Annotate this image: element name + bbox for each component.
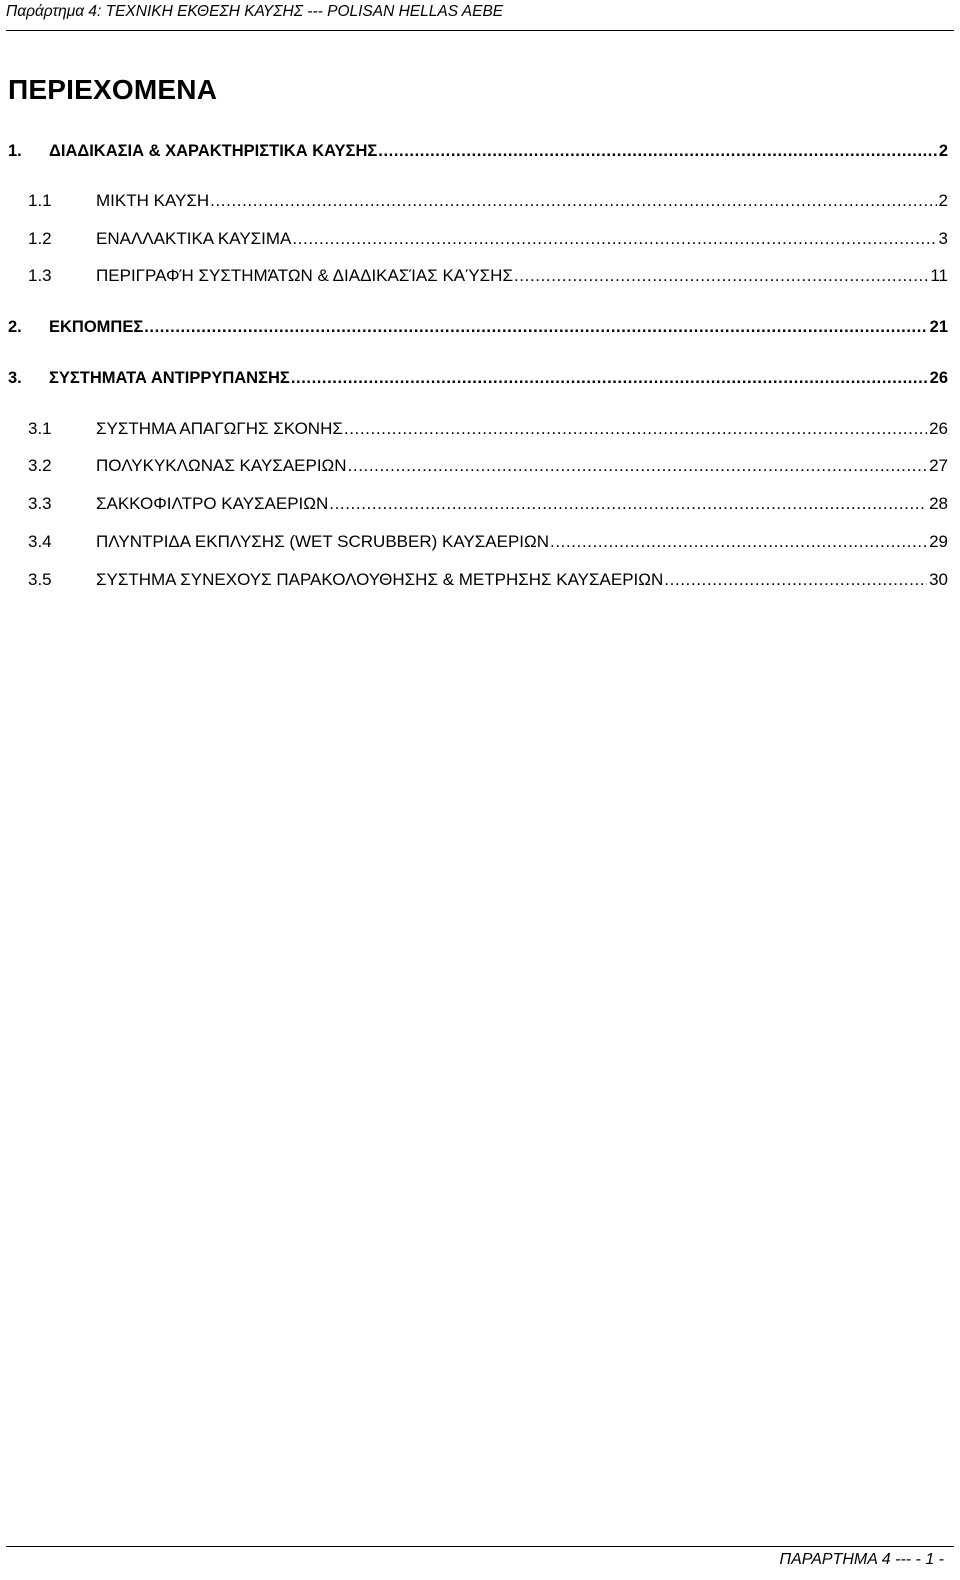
toc-entry-number: 2. [8,318,22,336]
toc-entry-title: ΠΛΥΝΤΡΙΔΑ ΕΚΠΛΥΣΗΣ (WET SCRUBBER) ΚΑΥΣΑΕΡΙΩΝ [96,532,549,551]
toc-entry-page: 3 [938,229,948,248]
toc-entry-page: 30 [929,570,948,589]
toc-entry-title: ΕΝΑΛΛΑΚΤΙΚΑ ΚΑΥΣΙΜΑ [96,229,292,248]
toc-entry-page: 21 [929,318,948,336]
toc-leader-dots [144,318,927,337]
toc-entry-3[interactable] [0,369,948,395]
toc-entry-number: 1.1 [28,191,52,210]
toc-entry-title: ΣΥΣΤΗΜΑ ΑΠΑΓΩΓΗΣ ΣΚΟΝΗΣ [96,419,343,438]
toc-entry-1-3[interactable] [0,266,948,292]
toc-entry-number: 3.3 [28,494,52,513]
toc-entry-page: 11 [930,266,948,285]
toc-entry-page: 28 [929,494,948,513]
toc-entry-number: 3.2 [28,456,52,475]
toc-entry-title: ΠΟΛΥΚΥΚΛΩΝΑΣ ΚΑΥΣΑΕΡΙΩΝ [96,456,347,475]
toc-entry-3-5[interactable] [0,570,948,596]
footer-page-label: ΠΑΡΑΡΤΗΜΑ 4 --- - 1 - [779,1551,944,1568]
toc-entry-1-1[interactable] [0,191,948,217]
toc-leader-dots [514,266,928,286]
toc-entry-title: ΔΙΑΔΙΚΑΣΙΑ & ΧΑΡΑΚΤΗΡΙΣΤΙΚΑ ΚΑΥΣΗΣ [49,142,378,160]
toc-entry-page: 2 [938,191,948,210]
toc-entry-3-4[interactable] [0,532,948,558]
header-title: Παράρτημα 4: ΤΕΧΝΙΚΗ ΕΚΘΕΣΗ ΚΑΥΣΗΣ --- POLISAN HELLAS AEBE [6,3,504,20]
toc-entry-title: ΜΙΚΤΗ ΚΑΥΣΗ [96,191,210,210]
toc-entry-page: 26 [929,419,948,438]
toc-leader-dots [292,229,936,249]
toc-entry-title: ΣΑΚΚΟΦΙΛΤΡΟ ΚΑΥΣΑΕΡΙΩΝ [96,494,329,513]
toc-leader-dots [550,532,927,552]
toc-entry-page: 27 [929,456,948,475]
toc-entry-number: 3.5 [28,570,52,589]
toc-entry-3-3[interactable] [0,494,948,520]
toc-entry-number: 1.2 [28,229,52,248]
page-footer [6,1546,954,1580]
toc-entry-number: 3.1 [28,419,52,438]
toc-leader-dots [210,191,936,211]
toc-entry-3-1[interactable] [0,419,948,445]
toc-entry-1[interactable] [0,142,948,168]
toc-entry-page: 2 [938,142,948,160]
toc-entry-title: ΕΚΠΟΜΠΕΣ [49,318,144,336]
toc-leader-dots [344,419,927,439]
toc-entry-page: 29 [929,532,948,551]
toc-entry-3-2[interactable] [0,456,948,482]
toc-entry-number: 3. [8,369,22,387]
page-header [6,0,954,31]
toc-title: ΠΕΡΙΕΧΟΜΕΝΑ [8,74,218,105]
toc-entry-title: ΠΕΡΙΓΡΑΦΉ ΣΥΣΤΗΜΆΤΩΝ & ΔΙΑΔΙΚΑΣΊΑΣ ΚΑΎΣΗΣ [96,266,513,285]
toc-entry-title: ΣΥΣΤΗΜΑΤΑ ΑΝΤΙΡΡΥΠΑΝΣΗΣ [49,369,290,387]
toc-leader-dots [664,570,927,590]
toc-entry-2[interactable] [0,318,948,344]
toc-leader-dots [348,456,928,476]
toc-entry-number: 1.3 [28,266,52,285]
toc-entry-number: 1. [8,142,22,160]
toc-leader-dots [291,369,928,388]
toc-leader-dots [329,494,927,514]
toc-entry-page: 26 [929,369,948,387]
toc-leader-dots [378,142,937,161]
toc-entry-number: 3.4 [28,532,52,551]
toc-entry-1-2[interactable] [0,229,948,255]
toc-entry-title: ΣΥΣΤΗΜΑ ΣΥΝΕΧΟΥΣ ΠΑΡΑΚΟΛΟΥΘΗΣΗΣ & ΜΕΤΡΗΣΗΣ ΚΑΥΣΑΕΡΙΩΝ [96,570,664,589]
